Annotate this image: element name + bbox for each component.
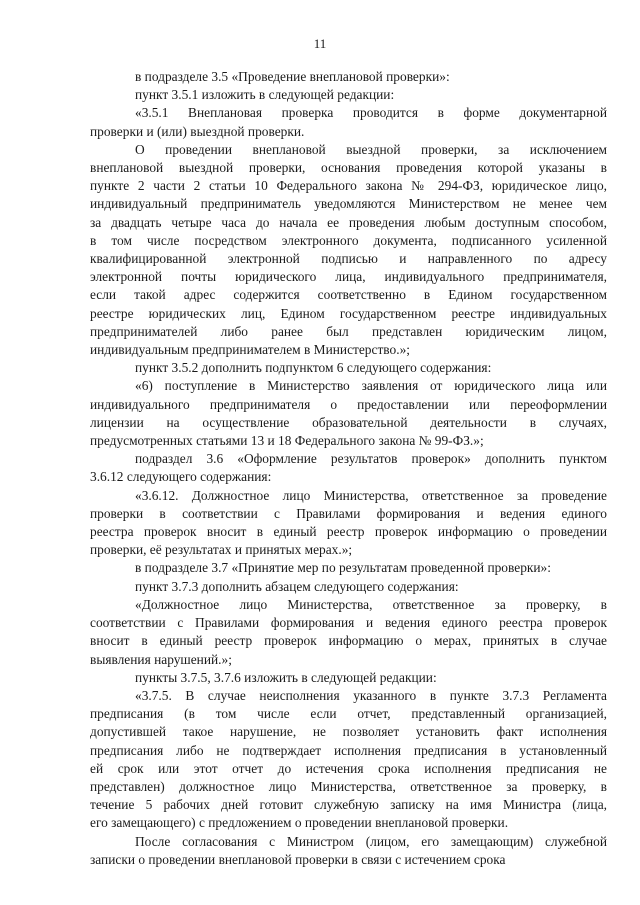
paragraph (90, 669, 607, 687)
text-line: подраздел 3.6 «Оформление результатов проверок» дополнить пунктом (135, 451, 607, 467)
paragraph (90, 578, 607, 596)
text-line: вносит в единый реестр проверок информацию о мерах, принятых в случае (90, 633, 607, 649)
text-line: «Должностное лицо Министерства, ответственное за проверку, в (135, 596, 607, 612)
text-line: «6) поступление в Министерство заявления от юридического лица или (135, 378, 607, 394)
text-line: пункте 2 части 2 статьи 10 Федерального закона № 294-ФЗ, юридическое лицо, (90, 178, 607, 194)
text-line: соответствии с Правилами формирования и ведения единого реестра проверок (90, 615, 607, 631)
text-line: электронной почты юридического лица, индивидуального предпринимателя, (90, 269, 607, 285)
paragraph (90, 559, 607, 577)
text-line: ей срок или этот отчет до истечения срока исполнения предписания не (90, 760, 607, 776)
paragraph (90, 104, 607, 140)
text-line: выявления нарушений.»; (90, 651, 232, 667)
paragraph (90, 687, 607, 833)
text-line: «3.5.1 Внеплановая проверка проводится в форме документарной (135, 105, 607, 121)
text-line: проверки, её результатах и принятых мерах.»; (90, 542, 353, 558)
text-line: предписания (в том числе если отчет, представленный организацией, (90, 706, 607, 722)
text-line: предусмотренных статьями 13 и 18 Федерального закона № 99-ФЗ.»; (90, 433, 484, 449)
text-line: допустившей такое нарушение, не позволяет установить факт исполнения (90, 724, 607, 740)
text-line: пункты 3.7.5, 3.7.6 изложить в следующей редакции: (135, 669, 437, 685)
text-line: «3.6.12. Должностное лицо Министерства, ответственное за проведение (135, 487, 607, 503)
text-line: течение 5 рабочих дней готовит служебную записку на имя Министра (лица, (90, 797, 607, 813)
paragraph (90, 377, 607, 450)
paragraph (90, 450, 607, 486)
paragraph (90, 596, 607, 669)
text-line: индивидуального предпринимателя о предоставлении или переоформлении (90, 396, 607, 412)
text-line: предпринимателей либо ранее был представлен юридическим лицом, (90, 323, 607, 339)
text-line: предписания либо не подтверждает исполнения предписания в установленный (90, 742, 607, 758)
text-line: проверки в соответствии с Правилами формирования и ведения единого (90, 505, 607, 521)
text-line: После согласования с Министром (лицом, его замещающим) служебной (135, 833, 607, 849)
text-line: пункт 3.7.3 дополнить абзацем следующего содержания: (135, 578, 459, 594)
text-line: если такой адрес содержится соответственно в Едином государственном (90, 287, 607, 303)
paragraph (90, 86, 607, 104)
paragraph (90, 141, 607, 359)
text-line: лицензии на осуществление образовательной деятельности в случаях, (90, 414, 607, 430)
text-line: представлен) должностное лицо Министерства, ответственное за проверку, в (90, 778, 607, 794)
text-line: реестре юридических лиц, Едином государственном реестре индивидуальных (90, 305, 607, 321)
text-line: записки о проведении внеплановой проверки в связи с истечением срока (90, 851, 506, 867)
text-line: внеплановой выездной проверки, основания проведения которой указаны в (90, 160, 607, 176)
text-line: «3.7.5. В случае неисполнения указанного в пункте 3.7.3 Регламента (135, 687, 607, 703)
text-line: О проведении внеплановой выездной проверки, за исключением (135, 141, 607, 157)
text-line: проверки и (или) выездной проверки. (90, 123, 305, 139)
text-line: пункт 3.5.2 дополнить подпунктом 6 следующего содержания: (135, 360, 492, 376)
text-line: в том числе посредством электронного документа, подписанного усиленной (90, 232, 607, 248)
text-line: реестра проверок вносит в единый реестр проверок информацию о проведении (90, 524, 607, 540)
paragraph (90, 833, 607, 869)
document-body (90, 68, 607, 869)
text-line: квалифицированной электронной подписью и направленного по адресу (90, 251, 607, 267)
page-number: 11 (313, 36, 327, 51)
paragraph (90, 487, 607, 560)
text-line: пункт 3.5.1 изложить в следующей редакции: (135, 87, 395, 103)
text-line: 3.6.12 следующего содержания: (90, 469, 272, 485)
paragraph (90, 68, 607, 86)
text-line: в подразделе 3.5 «Проведение внеплановой проверки»: (135, 69, 450, 84)
text-line: в подразделе 3.7 «Принятие мер по результатам проведенной проверки»: (135, 560, 551, 576)
paragraph (90, 359, 607, 377)
text-line: индивидуальный предприниматель уведомляются Министерством не менее чем (90, 196, 607, 212)
text-line: индивидуальным предпринимателем в Министерство.»; (90, 342, 410, 358)
text-line: за двадцать четыре часа до начала ее проведения любым доступным способом, (90, 214, 607, 230)
text-line: его замещающего) с предложением о проведении внеплановой проверки. (90, 815, 509, 831)
